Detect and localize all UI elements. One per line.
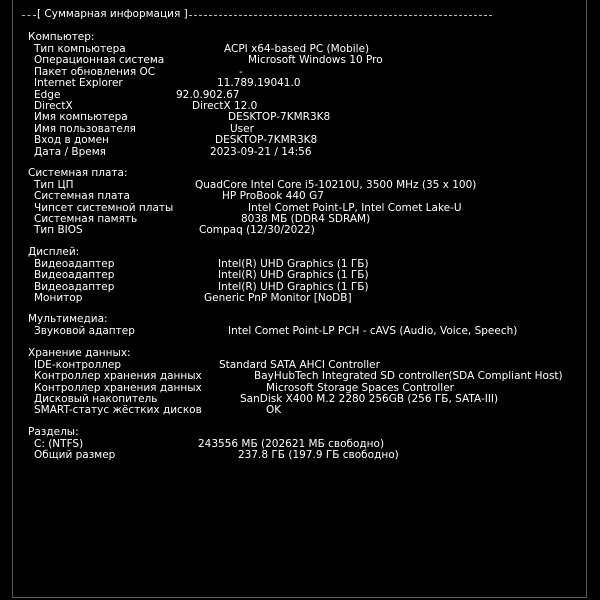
row-label: Edge [34, 88, 61, 101]
row-value: 92.0.902.67 [176, 88, 240, 101]
row-label: Дата / Время [34, 145, 106, 158]
row-value: HP ProBook 440 G7 [222, 190, 324, 203]
row-label: C: (NTFS) [34, 437, 84, 450]
section-4 [28, 348, 588, 417]
row-label: IDE-контроллер [34, 358, 121, 371]
row-value: Intel Comet Point-LP PCH - cAVS (Audio, Voice, Speech) [228, 325, 518, 338]
row-value: Intel(R) UHD Graphics (1 ГБ) [218, 269, 369, 282]
row-label: Контроллер хранения данных [34, 370, 202, 383]
row-label: Контроллер хранения данных [34, 381, 202, 394]
section-title: Системная плата: [28, 166, 128, 179]
row-label: Имя пользователя [34, 122, 136, 135]
info-row[interactable] [28, 293, 588, 304]
row-value: QuadCore Intel Core i5-10210U, 3500 MHz (35 x 100) [195, 178, 477, 191]
section-3 [28, 314, 588, 337]
section-title: Разделы: [28, 425, 79, 438]
section-1 [28, 168, 588, 237]
info-row[interactable] [28, 450, 588, 461]
section-5 [28, 427, 588, 462]
row-value: DirectX 12.0 [192, 99, 258, 112]
row-value: Compaq (12/30/2022) [199, 224, 315, 237]
section-title: Дисплей: [28, 245, 80, 258]
row-value: OK [266, 404, 282, 417]
row-label: Тип ЦП [34, 178, 74, 191]
section-0 [28, 32, 588, 158]
section-header [22, 8, 492, 22]
row-label: Общий размер [34, 449, 116, 462]
row-value: - [239, 65, 243, 78]
row-value: User [230, 122, 254, 135]
row-label: Тип BIOS [34, 224, 83, 237]
row-value: 243556 МБ (202621 МБ свободно) [198, 437, 385, 450]
info-row[interactable] [28, 191, 588, 202]
row-label: Вход в домен [34, 134, 109, 147]
row-value: Microsoft Storage Spaces Controller [266, 381, 454, 394]
info-row[interactable] [28, 270, 588, 281]
row-label: Internet Explorer [34, 77, 123, 90]
row-value: Microsoft Windows 10 Pro [248, 54, 383, 67]
section-title: Хранение данных: [28, 346, 131, 359]
row-label: Имя компьютера [34, 111, 128, 124]
row-value: Standard SATA AHCI Controller [219, 358, 380, 371]
row-value: DESKTOP-7KMR3K8 [215, 134, 318, 147]
row-value: ACPI x64-based PC (Mobile) [224, 43, 370, 55]
row-label: Пакет обновления ОС [34, 65, 156, 78]
row-value: Generic PnP Monitor [NoDB] [204, 292, 352, 305]
row-value: Intel Comet Point-LP, Intel Comet Lake-U [248, 201, 462, 214]
info-row[interactable] [28, 78, 588, 89]
row-label: Чипсет системной платы [34, 201, 174, 214]
info-row[interactable] [28, 225, 588, 236]
row-label: Системная память [34, 213, 138, 226]
section-2 [28, 247, 588, 305]
report-content [28, 32, 588, 472]
info-row[interactable] [28, 147, 588, 158]
header-rule-left [22, 15, 36, 16]
info-row[interactable] [28, 405, 588, 416]
row-value: Intel(R) UHD Graphics (1 ГБ) [218, 280, 369, 293]
info-row[interactable] [28, 90, 588, 101]
row-label: DirectX [34, 99, 73, 112]
row-value: 2023-09-21 / 14:56 [210, 145, 312, 158]
info-row[interactable] [28, 135, 588, 146]
row-value: 8038 МБ (DDR4 SDRAM) [241, 213, 371, 226]
row-label: Видеоадаптер [34, 280, 115, 293]
row-label: Дисковый накопитель [34, 392, 158, 405]
row-label: Операционная система [34, 54, 165, 67]
row-value: SanDisk X400 M.2 2280 256GB (256 ГБ, SATA-III) [240, 392, 499, 405]
info-row[interactable] [28, 371, 588, 382]
row-label: Тип компьютера [34, 43, 126, 55]
header-rule-right [189, 15, 492, 16]
section-title: Компьютер: [28, 31, 95, 43]
row-label: Видеоадаптер [34, 269, 115, 282]
section-title: Мультимедиа: [28, 313, 108, 326]
row-value: Intel(R) UHD Graphics (1 ГБ) [218, 257, 369, 270]
row-label: Видеоадаптер [34, 257, 115, 270]
header-title: [ Суммарная информация ] [37, 8, 188, 21]
row-value: BayHubTech Integrated SD controller(SDA Compliant Host) [254, 370, 563, 383]
row-value: 11.789.19041.0 [217, 77, 301, 90]
info-row[interactable] [28, 326, 588, 337]
row-label: Монитор [34, 292, 83, 305]
row-label: Системная плата [34, 190, 130, 203]
row-value: DESKTOP-7KMR3K8 [228, 111, 331, 124]
row-label: SMART-статус жёстких дисков [34, 404, 202, 417]
row-value: 237.8 ГБ (197.9 ГБ свободно) [238, 449, 399, 462]
row-label: Звуковой адаптер [34, 325, 135, 338]
